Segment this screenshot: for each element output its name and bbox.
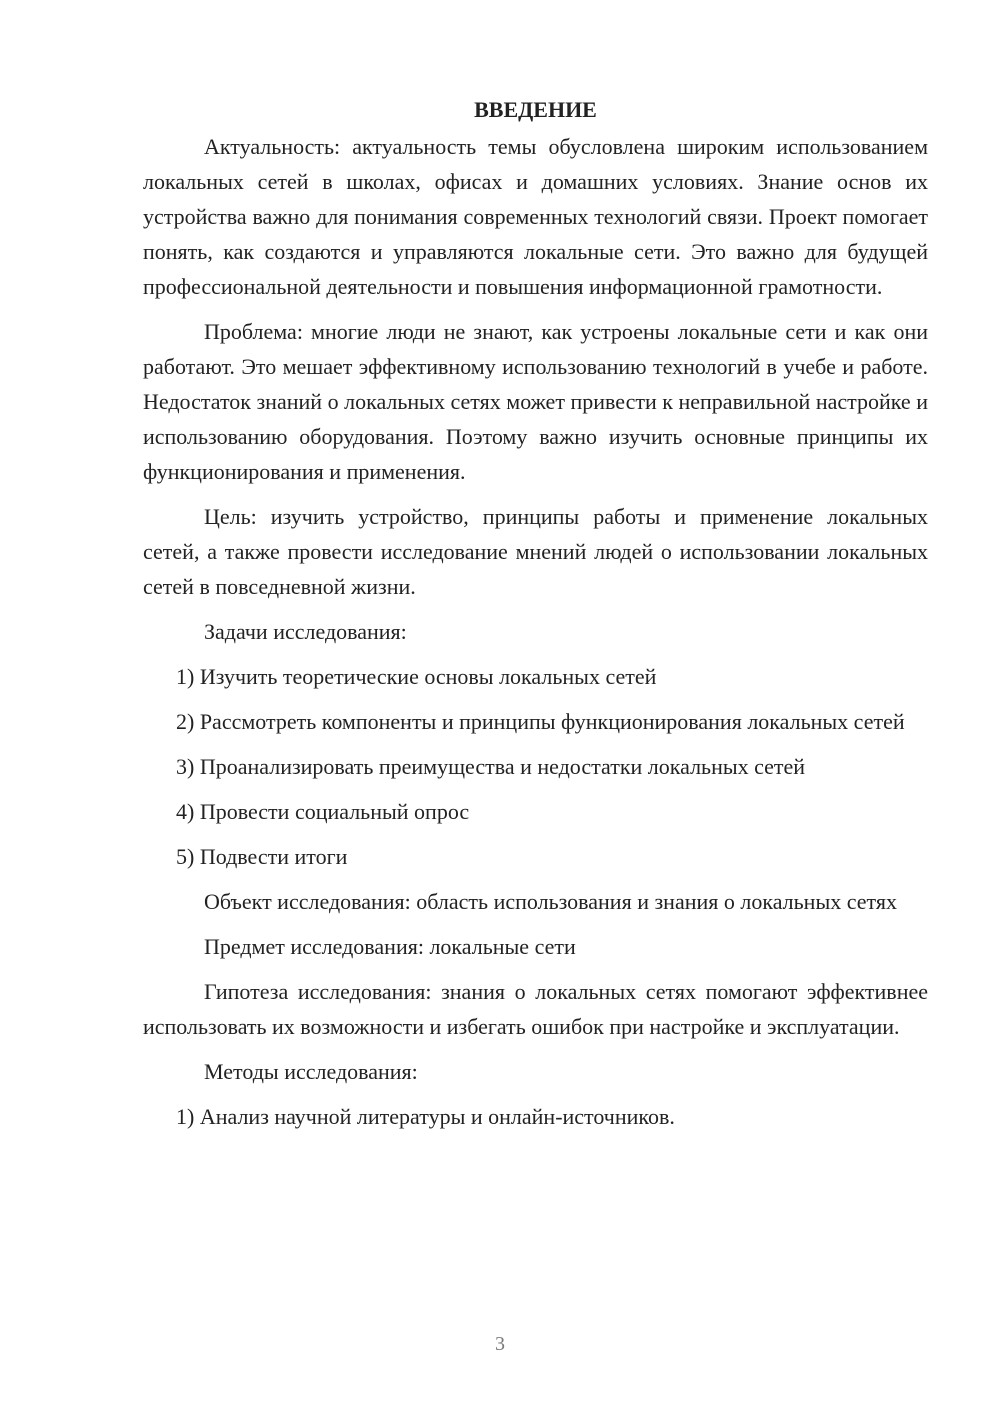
task-item-4: 4) Провести социальный опрос	[176, 799, 470, 824]
task-item-2: 2) Рассмотреть компоненты и принципы функционирования локальных сетей	[176, 709, 905, 734]
page-content	[143, 92, 928, 1144]
page-title: ВВЕДЕНИЕ	[474, 97, 597, 122]
task-item-3: 3) Проанализировать преимущества и недостатки локальных сетей	[176, 754, 806, 779]
method-item-1: 1) Анализ научной литературы и онлайн-источников.	[176, 1104, 675, 1129]
research-object: Объект исследования: область использования и знания о локальных сетях	[204, 889, 897, 914]
research-subject: Предмет исследования: локальные сети	[204, 934, 576, 959]
goal-paragraph: Цель: изучить устройство, принципы работы и применение локальных сетей, а также провести исследование мнений людей о использовании локальных сетей в повседневной жизни.	[143, 504, 928, 599]
research-hypothesis: Гипотеза исследования: знания о локальных сетях помогают эффективнее использовать их возможности и избегать ошибок при настройке и эксплуатации.	[143, 979, 928, 1039]
problem-paragraph: Проблема: многие люди не знают, как устроены локальные сети и как они работают. Это мешает эффективному использованию технологий в учебе и работе. Недостаток знаний о локальных сетях может привести к неправильной настройке и использованию оборудования. Поэтому важно изучить основные принципы их функционирования и применения.	[143, 319, 928, 484]
methods-heading: Методы исследования:	[204, 1059, 418, 1084]
relevance-paragraph: Актуальность: актуальность темы обусловлена широким использованием локальных сетей в школах, офисах и домашних условиях. Знание основ их устройства важно для понимания современных технологий связи. Проект помогает понять, как создаются и управляются локальные сети. Это важно для будущей профессиональной деятельности и повышения информационной грамотности.	[143, 134, 928, 299]
task-item-1: 1) Изучить теоретические основы локальных сетей	[176, 664, 657, 689]
task-item-5: 5) Подвести итоги	[176, 844, 348, 869]
page-number: 3	[495, 1333, 505, 1355]
tasks-heading: Задачи исследования:	[204, 619, 407, 644]
